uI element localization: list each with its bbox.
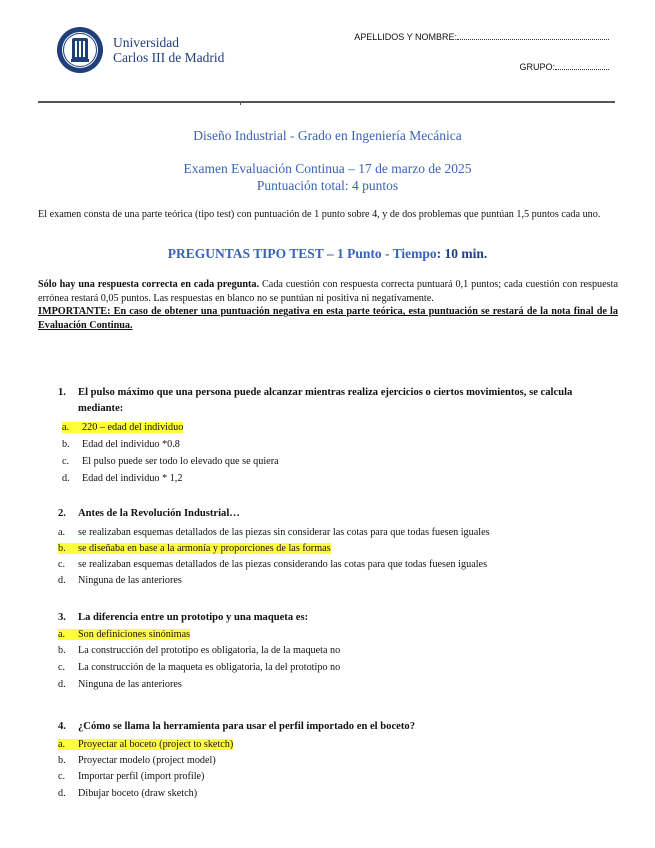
option-1c[interactable]: c. El pulso puede ser todo lo elevado que se quiera xyxy=(62,456,279,467)
option-2b[interactable]: b. se diseñaba en base a la armonía y proporciones de las formas xyxy=(58,543,331,554)
important-text: En caso de obtener una puntuación negativa en esta parte teórica, esta puntuación se restará de la nota final de la Evaluación Continua. xyxy=(38,306,618,331)
instructions-bold: Sólo hay una respuesta correcta en cada pregunta. xyxy=(38,279,260,290)
header-divider-tick xyxy=(240,102,241,105)
group-label: GRUPO: xyxy=(519,62,555,72)
university-seal-icon xyxy=(56,26,104,74)
page-header xyxy=(0,0,655,104)
exam-title xyxy=(0,160,655,194)
university-name-line2: Carlos III de Madrid xyxy=(113,50,225,65)
option-4b[interactable]: b. Proyectar modelo (project model) xyxy=(58,755,216,766)
option-1a[interactable]: a. 220 – edad del individuo xyxy=(62,422,184,433)
exam-intro: El examen consta de una parte teórica (tipo test) con puntuación de 1 punto sobre 4, y de dos problemas que puntúan 1,5 puntos cada uno. xyxy=(38,209,601,220)
total-score-line: Puntuación total: 4 puntos xyxy=(256,178,399,193)
option-3c[interactable]: c. La construcción de la maqueta es obligatoria, la del prototipo no xyxy=(58,662,341,673)
option-4d[interactable]: d. Dibujar boceto (draw sketch) xyxy=(58,788,198,799)
instructions xyxy=(38,278,618,332)
exam-date-line: Examen Evaluación Continua – 17 de marzo de 2025 xyxy=(183,161,472,176)
name-field[interactable] xyxy=(457,39,609,40)
option-2c[interactable]: c. se realizaban esquemas detallados de las piezas considerando las cotas para que todas fuesen iguales xyxy=(58,559,488,570)
option-3b[interactable]: b. La construcción del prototipo es obligatoria, la de la maqueta no xyxy=(58,645,341,656)
question-text: El pulso máximo que una persona puede alcanzar mientras realiza ejercicios o ciertos movimientos, se calcula mediante: xyxy=(78,387,573,414)
option-3a[interactable]: a. Son definiciones sinónimas xyxy=(58,629,191,640)
question-text: La diferencia entre un prototipo y una maqueta es: xyxy=(78,612,309,623)
question-number: 4. xyxy=(58,721,66,732)
important-label: IMPORTANTE: xyxy=(38,306,111,318)
question-number: 3. xyxy=(58,612,66,623)
university-name-line1: Universidad xyxy=(113,35,179,50)
section-heading: PREGUNTAS TIPO TEST – 1 Punto - Tiempo: 10 min. xyxy=(167,246,488,261)
header-divider xyxy=(38,101,615,103)
option-4a[interactable]: a. Proyectar al boceto (project to sketch) xyxy=(58,739,234,750)
question-number: 2. xyxy=(58,508,66,519)
student-fields xyxy=(354,32,609,72)
option-2d[interactable]: d. Ninguna de las anteriores xyxy=(58,575,182,586)
question-text: ¿Cómo se llama la herramienta para usar el perfil importado en el boceto? xyxy=(78,721,415,732)
group-field[interactable] xyxy=(555,69,609,70)
option-2a[interactable]: a. se realizaban esquemas detallados de las piezas sin considerar las cotas para que todas fuesen iguales xyxy=(58,527,490,538)
course-title: Diseño Industrial - Grado en Ingeniería Mecánica xyxy=(193,128,462,143)
name-label: APELLIDOS Y NOMBRE: xyxy=(354,32,457,42)
university-logo xyxy=(56,26,224,74)
question-text: Antes de la Revolución Industrial… xyxy=(78,508,240,519)
option-1b[interactable]: b. Edad del individuo *0.8 xyxy=(62,439,180,450)
section-time: 10 min. xyxy=(444,246,488,261)
instructions-rest: Cada cuestión con respuesta correcta puntuará 0,1 puntos; cada cuestión con respuesta errónea restará 0,05 puntos. Las respuestas en blanco no se puntúan ni positiva ni negativamente. xyxy=(38,279,618,304)
option-4c[interactable]: c. Importar perfil (import profile) xyxy=(58,771,205,782)
question-number: 1. xyxy=(58,387,66,398)
section-heading-text: PREGUNTAS TIPO TEST – 1 Punto - Tiempo xyxy=(167,246,437,261)
option-3d[interactable]: d. Ninguna de las anteriores xyxy=(58,679,182,690)
option-1d[interactable]: d. Edad del individuo * 1,2 xyxy=(62,473,183,484)
